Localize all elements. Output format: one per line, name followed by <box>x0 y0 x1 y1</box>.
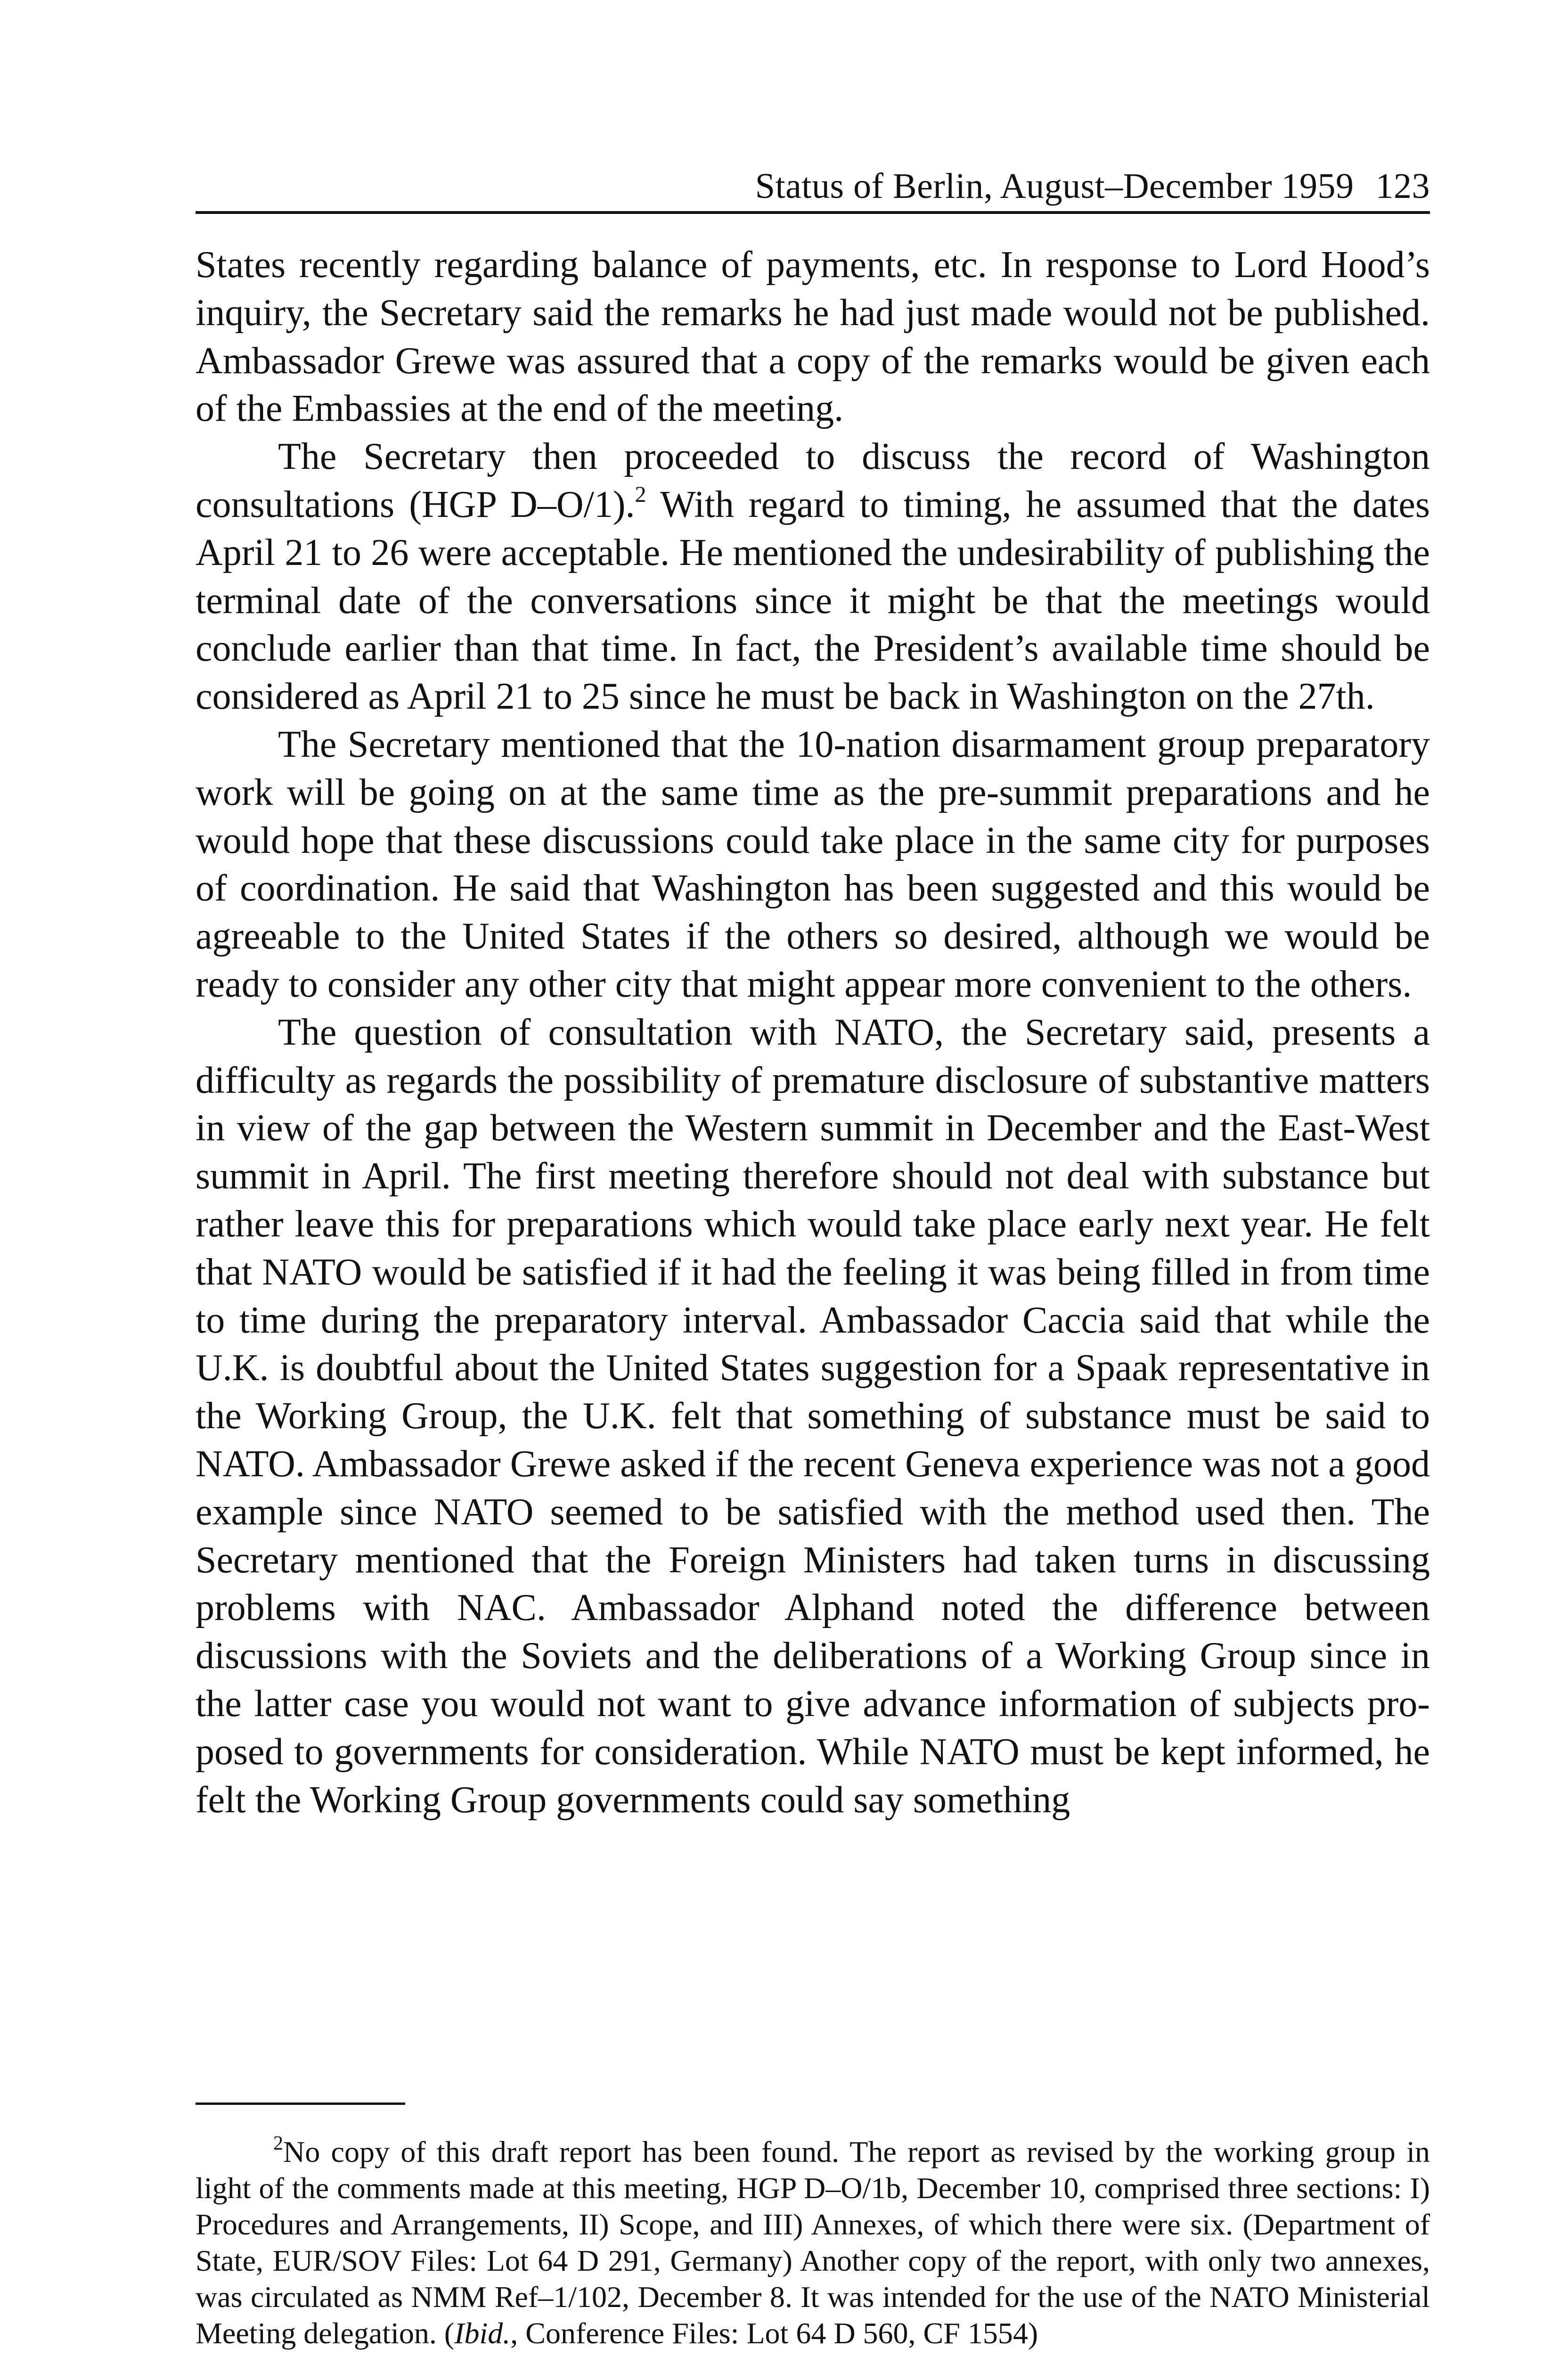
body-text <box>196 241 1430 1824</box>
footnote-marker: 2 <box>273 2133 283 2154</box>
paragraph-1: States recently regarding balance of payments, etc. In response to Lord Hood’s inquiry, the Secretary said the remarks he had just made would not be published. Ambassador Grewe was assured that a copy of the remarks would be given each of the Embassies at the end of the meeting. <box>196 244 1430 430</box>
page-number: 123 <box>1375 166 1430 206</box>
paragraph-2-start: The Secretary then proceeded to discuss the record of Washington consultations (HGP D–O/1). <box>196 436 1430 525</box>
footnote-text-main: No copy of this draft report has been found. The report as revised by the working group in light of the comments made at this meeting, HGP D–O/1b, December 10, comprised three sections: I) Procedures and Arrangements, II) Scope, and III) Annexes, of which there were six. (Department of State, EUR/SOV Files: Lot 64 D 291, Germany) Another copy of the report, with only two annexes, was circulated as NMM Ref–1/102, December 8. It was intended for the use of the NATO Ministerial Meeting delegation. ( <box>196 2135 1430 2350</box>
footnote-reference: 2 <box>635 482 646 507</box>
footnote-ibid: Ibid. <box>454 2316 511 2350</box>
paragraph-2 <box>196 433 1430 721</box>
running-head-text <box>755 160 1430 212</box>
footnote-2 <box>196 2134 1430 2351</box>
footnote <box>196 2134 1430 2351</box>
running-head-title: Status of Berlin, August–December 1959 <box>755 166 1354 206</box>
paragraph-4: The question of consultation with NATO, the Secretary said, presents a difficulty as regards the possibility of premature disclosure of substantive matters in view of the gap between the Western summit in December and the East-West summit in April. The first meeting therefore should not deal with substance but rather leave this for preparations which would take place early next year. He felt that NATO would be satisfied if it had the feeling it was being filled in from time to time during the preparatory interval. Ambassador Caccia said that while the U.K. is doubtful about the United States suggestion for a Spaak representative in the Working Group, the U.K. felt that something of substance must be said to NATO. Ambassador Grewe asked if the recent Geneva experience was not a good example since NATO seemed to be satisfied with the method used then. The Secretary mentioned that the Foreign Ministers had taken turns in discussing problems with NAC. Ambassador Alphand noted the difference between discussions with the Soviets and the deliberations of a Working Group since in the latter case you would not want to give advance information of subjects proposed to governments for consideration. While NATO must be kept informed, he felt the Working Group governments could say something <box>196 1011 1430 1821</box>
header-rule <box>196 211 1430 214</box>
running-head <box>196 160 1430 212</box>
paragraph-2-end: With regard to timing, he assumed that the dates April 21 to 26 were acceptable. He mentioned the undesirability of publishing the terminal date of the conversations since it might be that the meetings would conclude earlier than that time. In fact, the President’s available time should be considered as April 21 to 25 since he must be back in Washington on the 27th. <box>196 483 1430 718</box>
footnote-rule <box>196 2102 405 2105</box>
paragraph-3: The Secretary mentioned that the 10-nation disarmament group preparatory work will be going on at the same time as the pre-summit preparations and he would hope that these discussions could take place in the same city for purposes of coordination. He said that Washington has been suggested and this would be agreeable to the United States if the others so desired, although we would be ready to consider any other city that might appear more convenient to the others. <box>196 723 1430 1005</box>
footnote-text-end: , Conference Files: Lot 64 D 560, CF 1554) <box>510 2316 1038 2350</box>
